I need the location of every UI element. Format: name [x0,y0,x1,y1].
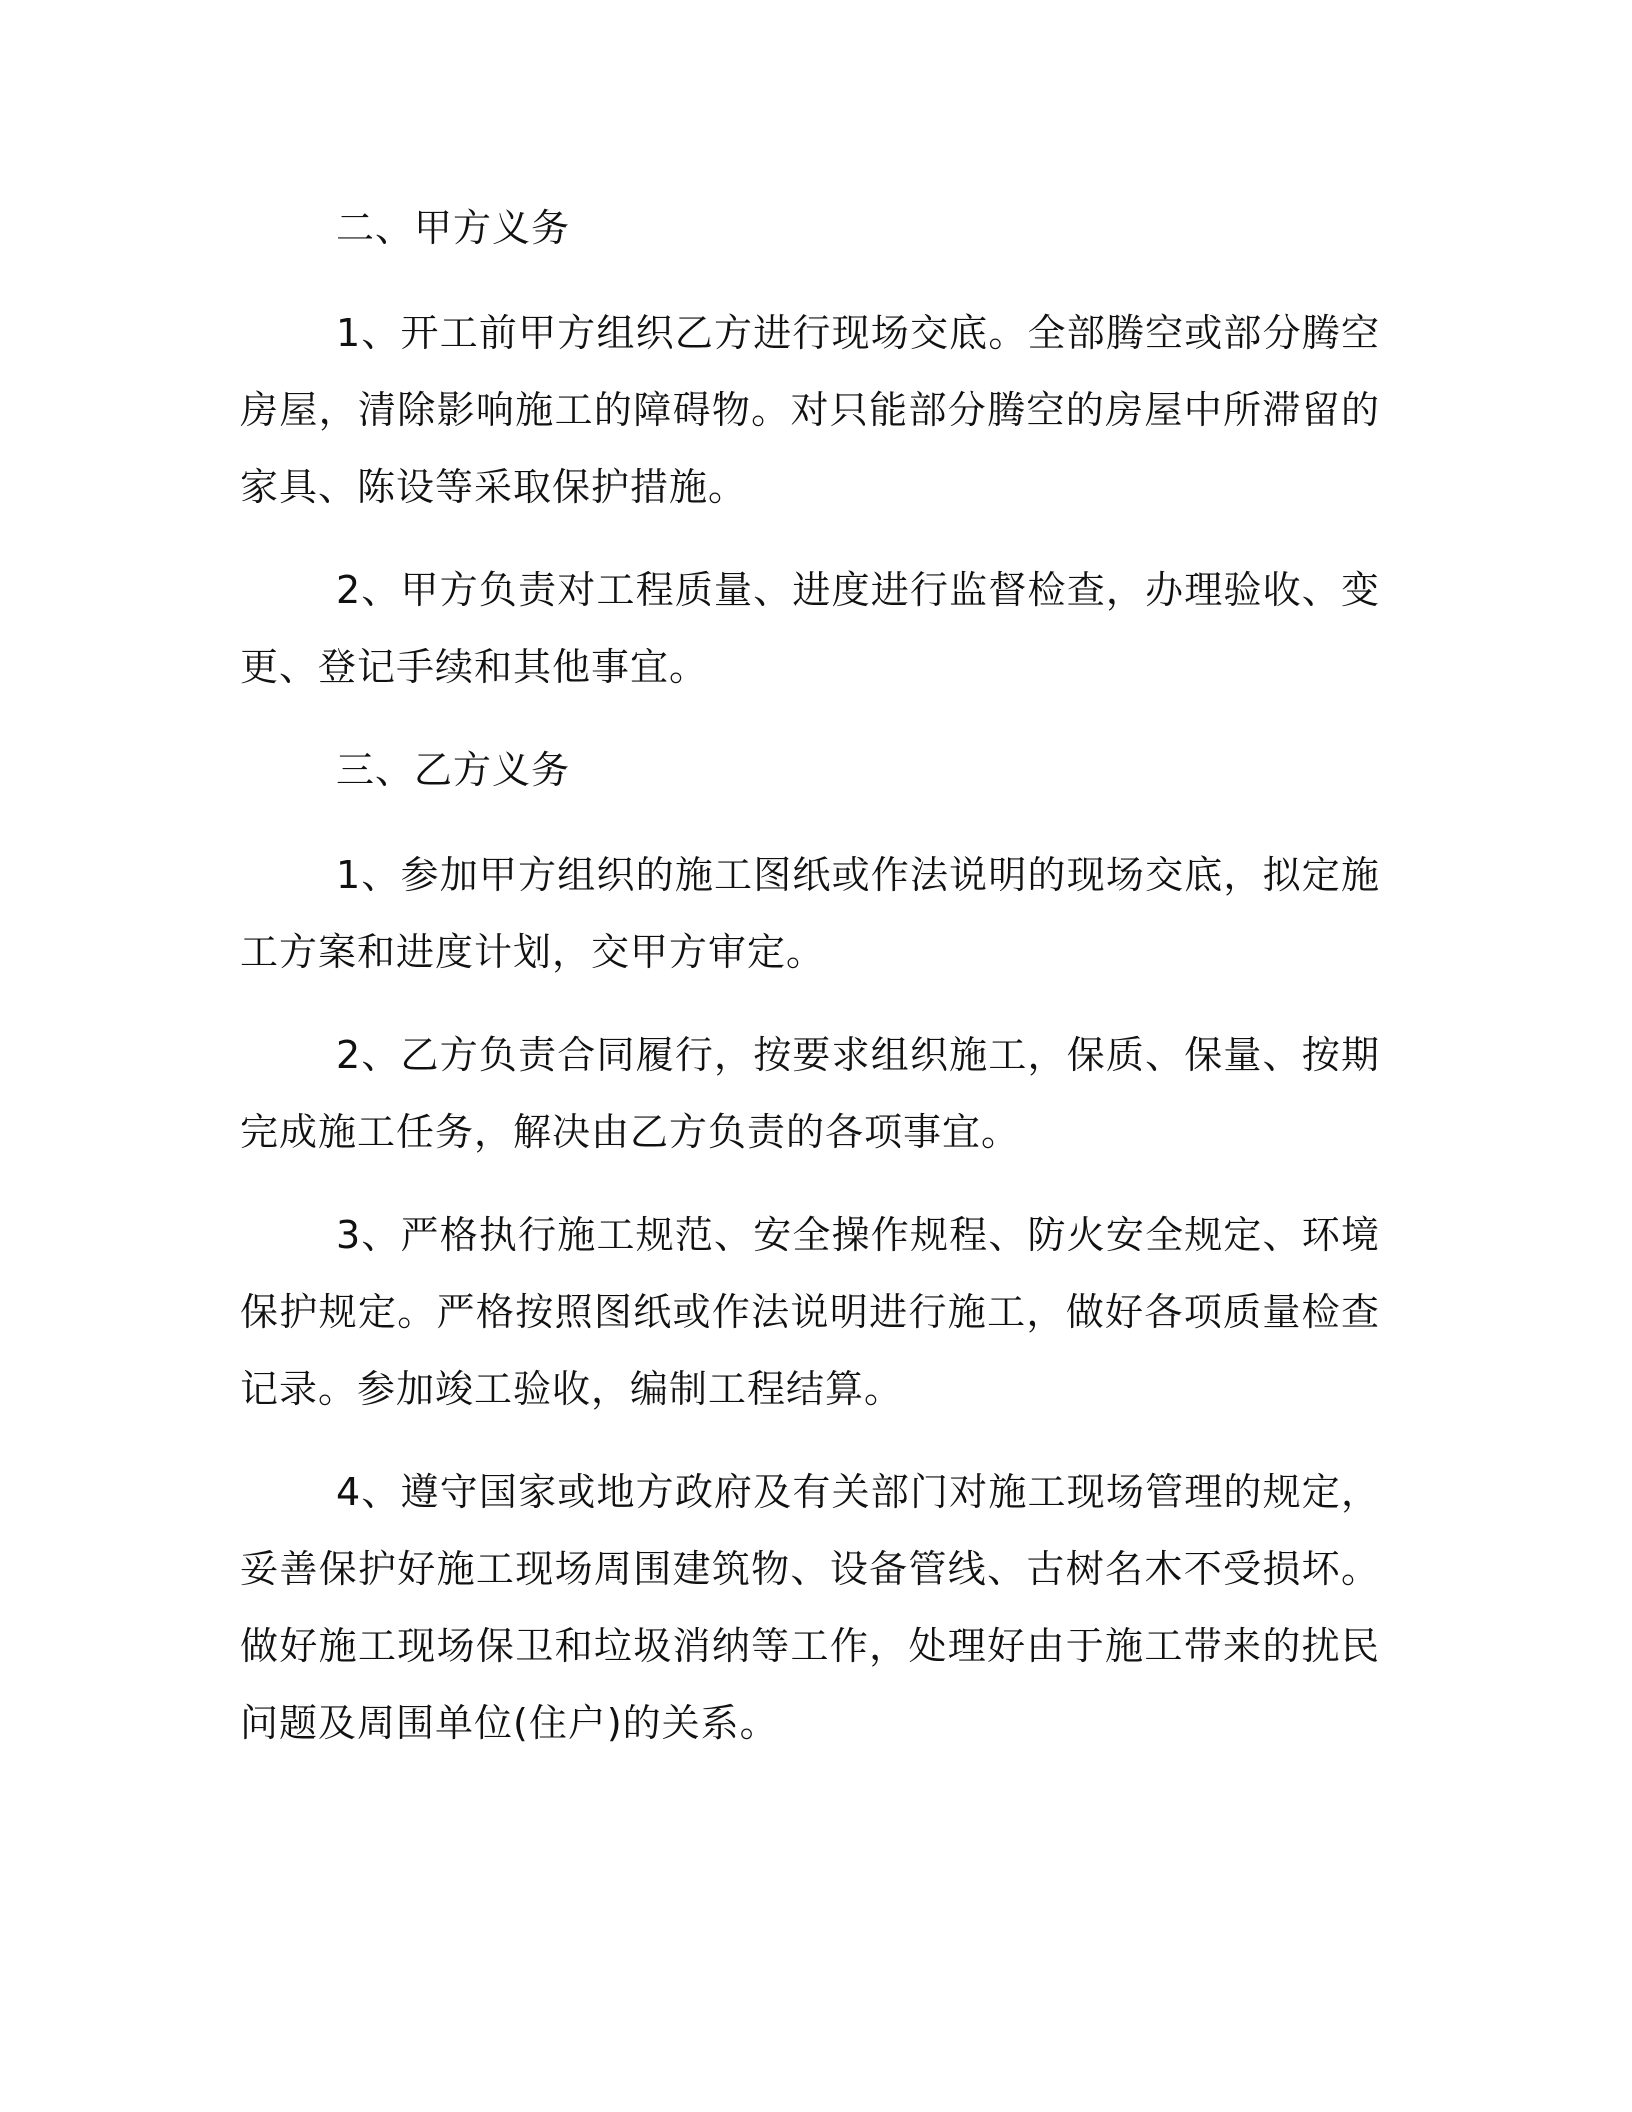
party-b-item-2: 2、乙方负责合同履行，按要求组织施工，保质、保量、按期完成施工任务，解决由乙方负责的各项事宜。 [240,1033,1380,1154]
party-a-item-2: 2、甲方负责对工程质量、进度进行监督检查，办理验收、变更、登记手续和其他事宜。 [240,568,1380,689]
document-page [240,190,1380,1788]
section-heading-party-b-obligations: 三、乙方义务 [336,748,571,792]
party-a-item-1: 1、开工前甲方组织乙方进行现场交底。全部腾空或部分腾空房屋，清除影响施工的障碍物。对只能部分腾空的房屋中所滞留的家具、陈设等采取保护措施。 [240,311,1380,509]
party-b-item-3: 3、严格执行施工规范、安全操作规程、防火安全规定、环境保护规定。严格按照图纸或作法说明进行施工，做好各项质量检查记录。参加竣工验收，编制工程结算。 [240,1213,1380,1411]
party-b-item-4: 4、遵守国家或地方政府及有关部门对施工现场管理的规定，妥善保护好施工现场周围建筑物、设备管线、古树名木不受损坏。做好施工现场保卫和垃圾消纳等工作，处理好由于施工带来的扰民问题及周围单位(住户)的关系。 [240,1470,1380,1745]
section-heading-party-a-obligations: 二、甲方义务 [336,206,571,250]
party-b-item-1: 1、参加甲方组织的施工图纸或作法说明的现场交底，拟定施工方案和进度计划，交甲方审定。 [240,853,1380,974]
